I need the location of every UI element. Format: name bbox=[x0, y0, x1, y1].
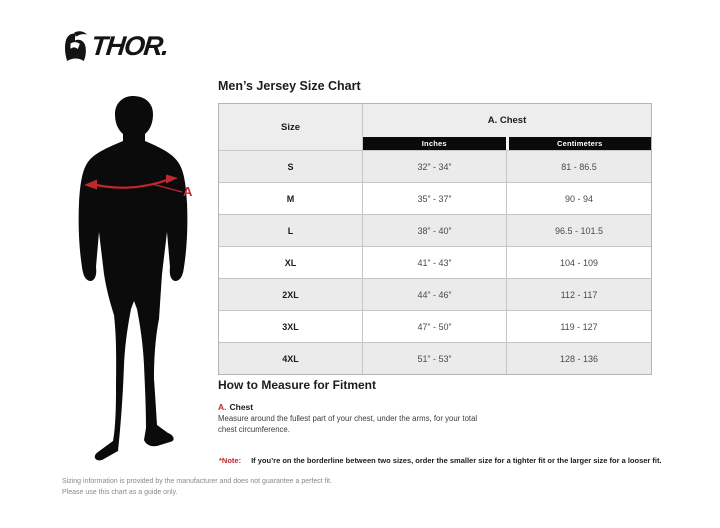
note-text: If you’re on the borderline between two sizes, order the smaller size for a tighter fit or the larger size for a looser fit. bbox=[251, 456, 662, 465]
centimeters-cell: 104 - 109 bbox=[559, 257, 599, 268]
note-label: *Note: bbox=[219, 456, 242, 465]
table-row bbox=[219, 183, 651, 215]
brand-logo bbox=[64, 30, 168, 62]
inches-column-header: Inches bbox=[363, 137, 506, 150]
size-cell: 4XL bbox=[219, 343, 363, 374]
table-row bbox=[219, 311, 651, 343]
centimeters-cell: 112 - 117 bbox=[560, 289, 598, 300]
inches-cell: 47” - 50” bbox=[363, 311, 507, 342]
table-header bbox=[219, 104, 651, 151]
size-chart-title: Men’s Jersey Size Chart bbox=[218, 79, 361, 93]
measure-item-title bbox=[218, 402, 508, 412]
size-chart-table bbox=[218, 103, 652, 375]
unit-header-row bbox=[363, 137, 651, 150]
centimeters-cell: 119 - 127 bbox=[560, 321, 598, 332]
centimeters-cell: 81 - 86.5 bbox=[561, 161, 597, 172]
table-row bbox=[219, 247, 651, 279]
centimeters-cell: 96.5 - 101.5 bbox=[554, 225, 604, 236]
inches-cell: 51” - 53” bbox=[363, 343, 507, 374]
centimeters-cell: 90 - 94 bbox=[564, 193, 594, 204]
disclaimer-line: Please use this chart as a guide only. bbox=[62, 488, 178, 496]
sizing-note bbox=[219, 456, 662, 465]
thor-helmet-icon bbox=[64, 30, 89, 62]
inches-cell: 32” - 34” bbox=[363, 151, 507, 182]
chest-arrow-label: A bbox=[183, 184, 193, 199]
measure-item-chest bbox=[218, 402, 508, 436]
inches-cell: 38” - 40” bbox=[363, 215, 507, 246]
centimeters-cell: 128 - 136 bbox=[559, 353, 599, 364]
size-cell: XL bbox=[219, 247, 363, 278]
table-body bbox=[219, 151, 651, 374]
disclaimer bbox=[62, 477, 332, 499]
centimeters-column-header: Centimeters bbox=[509, 137, 652, 150]
measure-section-heading: How to Measure for Fitment bbox=[218, 378, 377, 392]
measure-item-description: Measure around the fullest part of your chest, under the arms, for your total chest circumference. bbox=[218, 414, 478, 434]
table-row bbox=[219, 279, 651, 311]
inches-cell: 44” - 46” bbox=[363, 279, 507, 310]
disclaimer-line: Sizing information is provided by the manufacturer and does not guarantee a perfect fit. bbox=[62, 478, 333, 485]
brand-logo-text: THOR. bbox=[89, 31, 170, 61]
table-row bbox=[219, 343, 651, 374]
size-cell: L bbox=[219, 215, 363, 246]
body-measurement-figure bbox=[70, 92, 212, 466]
table-row bbox=[219, 151, 651, 183]
chest-group-header: A. Chest bbox=[487, 115, 527, 126]
inches-cell: 35” - 37” bbox=[363, 183, 507, 214]
size-cell: S bbox=[219, 151, 363, 182]
male-silhouette bbox=[79, 96, 188, 460]
measure-item-key: A. bbox=[218, 402, 227, 412]
size-cell: 3XL bbox=[219, 311, 363, 342]
chest-column-group bbox=[363, 104, 651, 150]
measure-item-label: Chest bbox=[229, 402, 254, 412]
size-column-header: Size bbox=[219, 104, 363, 150]
table-row bbox=[219, 215, 651, 247]
size-cell: 2XL bbox=[219, 279, 363, 310]
size-cell: M bbox=[219, 183, 363, 214]
inches-cell: 41” - 43” bbox=[363, 247, 507, 278]
